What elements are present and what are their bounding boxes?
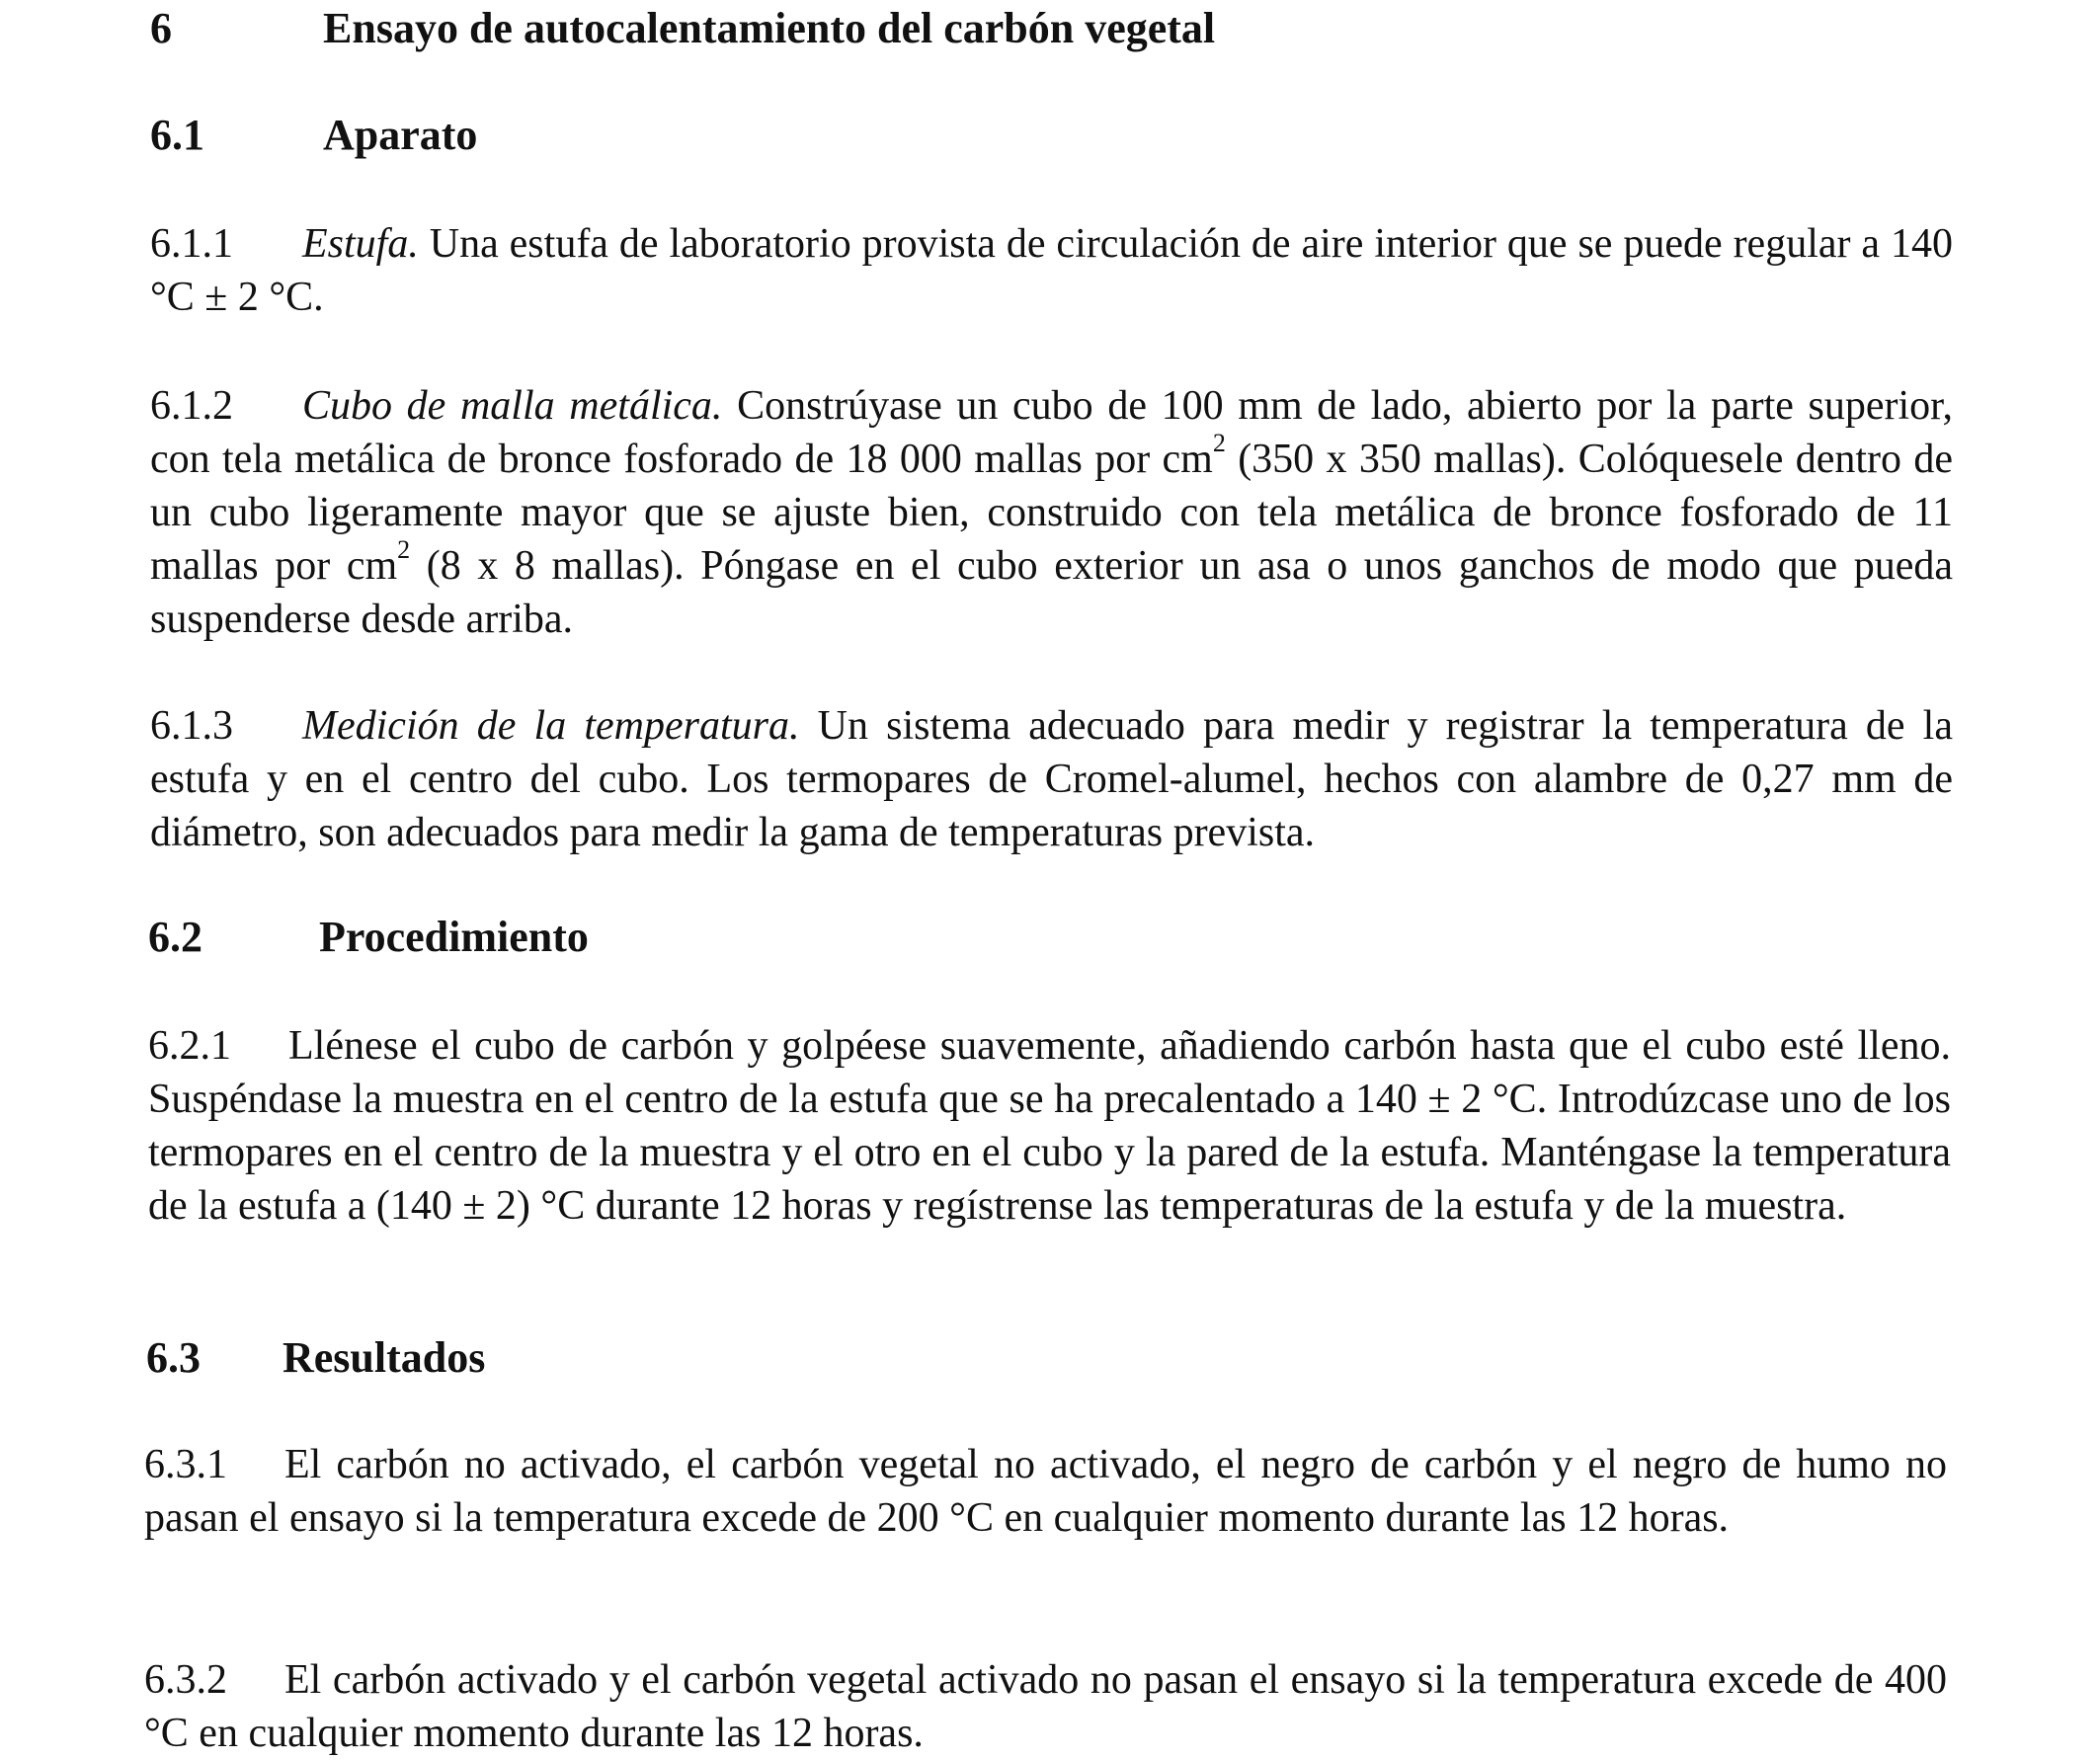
section-heading-6 — [150, 2, 1533, 55]
paragraph-text: (350 x 350 mallas). Colóquesele dentro de un cubo ligeramente mayor que se ajuste bien, construido con tela metálica de bronce fosforado de 11 mallas por cm — [150, 437, 1953, 589]
paragraph-number: 6.3.1 — [144, 1442, 227, 1487]
superscript: 2 — [1212, 429, 1226, 457]
paragraph-text: Llénese el cubo de carbón y golpéese suavemente, añadiendo carbón hasta que el cubo esté lleno. Suspéndase la muestra en el centro de la estufa que se ha precalentado a 140 ± 2 °C. Introdúzcase uno de los termopares en el centro de la muestra y el otro en el cubo y la pared de la estufa. Manténgase la temperatura de la estufa a (140 ± 2) °C durante 12 horas y regístrense las temperaturas de la estufa y de la muestra. — [148, 1023, 1951, 1229]
section-number: 6.3 — [146, 1333, 201, 1382]
section-heading-6-3 — [146, 1331, 838, 1385]
section-heading-6-2 — [148, 911, 840, 964]
paragraph-6-1-2 — [150, 379, 1953, 646]
paragraph-text: El carbón activado y el carbón vegetal activado no pasan el ensayo si la temperatura excede de 400 °C en cualquier momento durante las 12 horas. — [144, 1657, 1947, 1756]
paragraph-term: Estufa. — [302, 221, 419, 267]
paragraph-text: Constrúyase un cubo de 100 mm de lado, abierto por la parte superior, con tela metálica de bronce fosforado de 18 000 mallas por cm — [150, 383, 1953, 482]
paragraph-text: (8 x 8 mallas). Póngase en el cubo exterior un asa o unos ganchos de modo que pueda suspenderse desde arriba. — [150, 543, 1954, 642]
section-title: Resultados — [283, 1333, 486, 1382]
section-number: 6.2 — [148, 913, 202, 961]
paragraph-6-2-1 — [148, 1019, 1951, 1233]
section-title: Aparato — [323, 111, 478, 159]
paragraph-number: 6.1.3 — [150, 703, 233, 749]
paragraph-term: Cubo de malla metálica. — [302, 383, 723, 429]
paragraph-number: 6.3.2 — [144, 1657, 227, 1703]
section-title: Procedimiento — [319, 913, 589, 961]
paragraph-6-1-3 — [150, 699, 1953, 859]
paragraph-number: 6.1.2 — [150, 383, 233, 429]
superscript: 2 — [397, 535, 411, 564]
section-number: 6.1 — [150, 111, 204, 159]
paragraph-number: 6.1.1 — [150, 221, 233, 267]
paragraph-6-1-1 — [150, 217, 1953, 324]
paragraph-text: Una estufa de laboratorio provista de circulación de aire interior que se puede regular a 140 °C ± 2 °C. — [150, 221, 1953, 320]
section-number: 6 — [150, 4, 172, 52]
section-title: Ensayo de autocalentamiento del carbón vegetal — [323, 4, 1216, 52]
section-heading-6-1 — [150, 109, 743, 162]
paragraph-term: Medición de la temperatura. — [302, 703, 800, 749]
paragraph-6-3-1 — [144, 1438, 1947, 1545]
paragraph-number: 6.2.1 — [148, 1023, 231, 1069]
paragraph-text: Un sistema adecuado para medir y registrar la temperatura de la estufa y en el centro del cubo. Los termopares de Cromel-alumel, hechos con alambre de 0,27 mm de diámetro, son adecuados para medir la gama de temperaturas prevista. — [150, 703, 1953, 855]
paragraph-text: El carbón no activado, el carbón vegetal no activado, el negro de carbón y el negro de humo no pasan el ensayo si la temperatura excede de 200 °C en cualquier momento durante las 12 horas. — [144, 1442, 1947, 1541]
